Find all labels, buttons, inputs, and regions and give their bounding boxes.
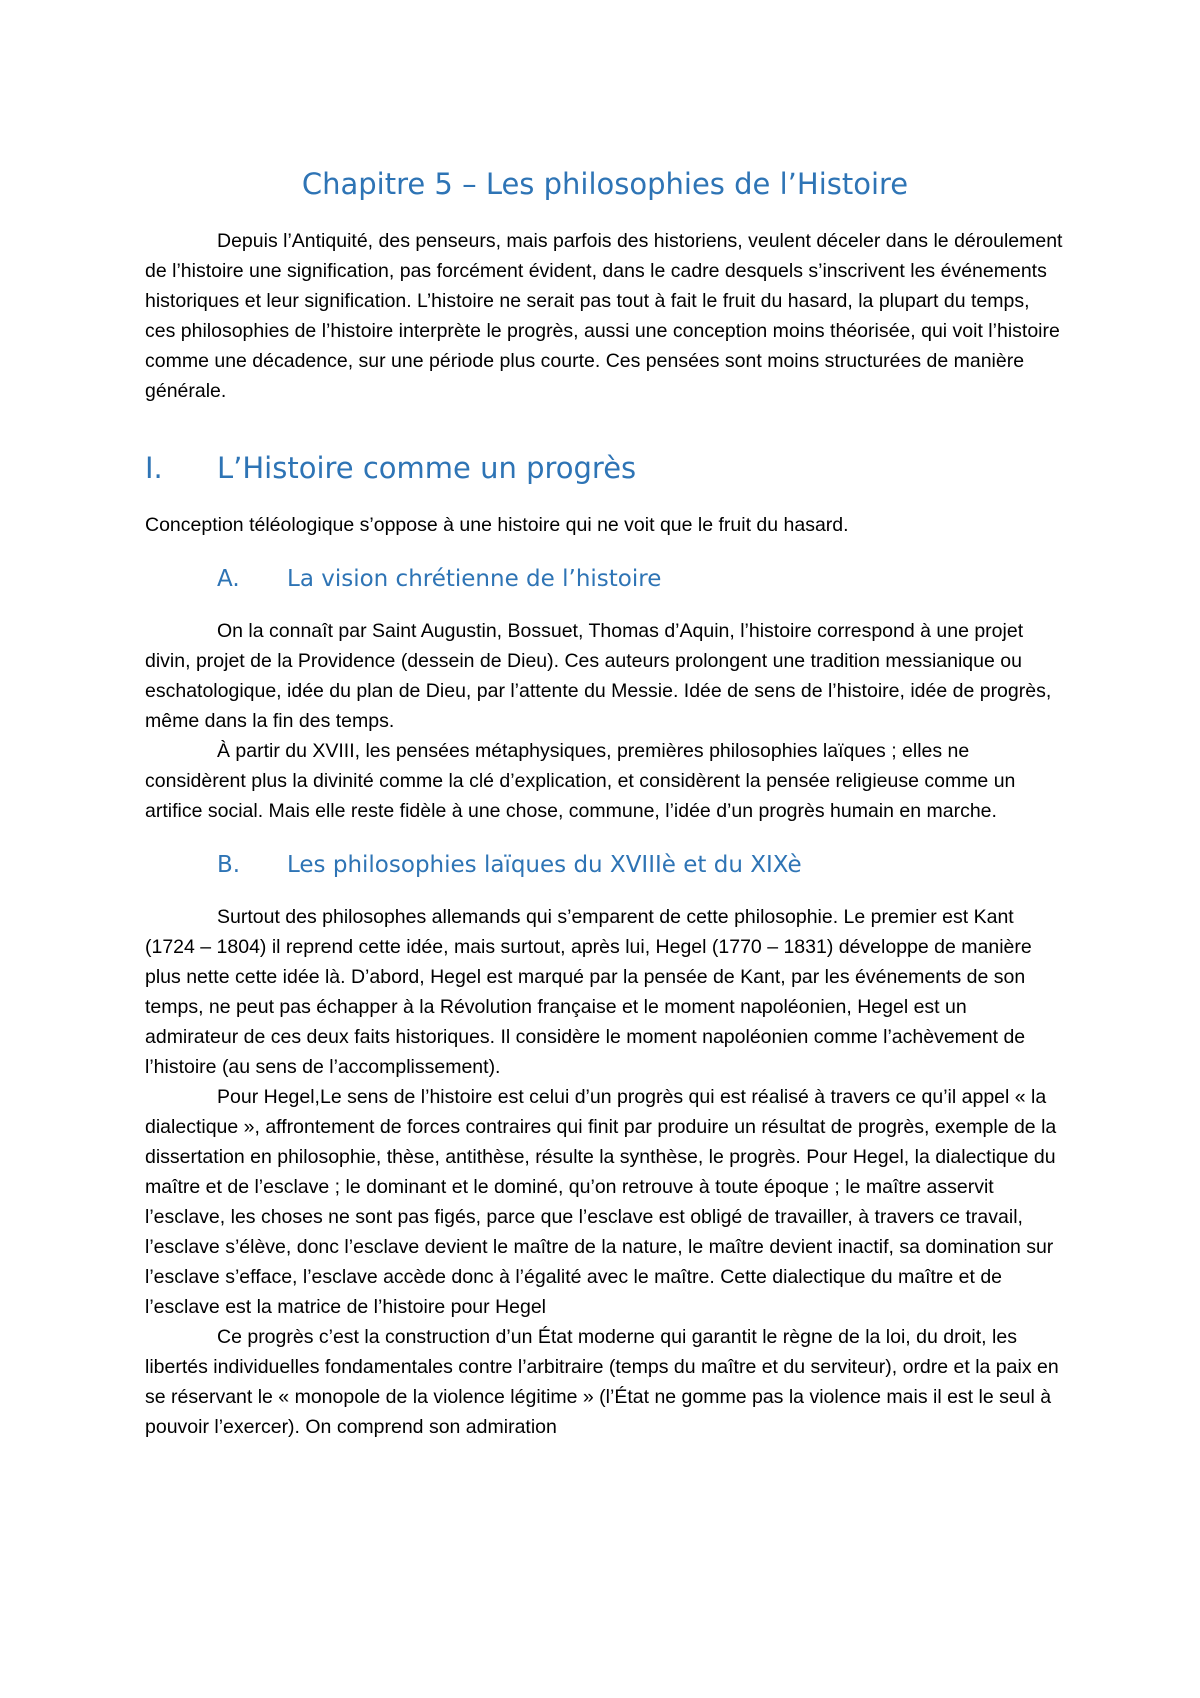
section-1-title: L’Histoire comme un progrès (217, 451, 637, 485)
subsection-b-title: Les philosophies laïques du XVIIIè et du XIXè (287, 852, 802, 878)
subsection-a-paragraph-1: On la connaît par Saint Augustin, Bossuet, Thomas d’Aquin, l’histoire correspond à une projet divin, projet de la Providence (dessein de Dieu). Ces auteurs prolongent une tradition messianique ou eschatologique, idée du plan de Dieu, par l’attente du Messie. Idée de sens de l’histoire, idée de progrès, même dans la fin des temps. (145, 620, 1052, 732)
section-1-number: I. (145, 451, 163, 485)
intro-paragraph: Depuis l’Antiquité, des penseurs, mais parfois des historiens, veulent déceler dans le déroulement de l’histoire une signification, pas forcément évident, dans le cadre desquels s’inscrivent les événements historiques et leur signification. L’histoire ne serait pas tout à fait le fruit du hasard, la plupart du temps, ces philosophies de l’histoire interprète le progrès, aussi une conception moins théorisée, qui voit l’histoire comme une décadence, sur une période plus courte. Ces pensées sont moins structurées de manière générale. (145, 230, 1063, 402)
subsection-b-paragraph-1: Surtout des philosophes allemands qui s’emparent de cette philosophie. Le premier est Kant (1724 – 1804) il reprend cette idée, mais surtout, après lui, Hegel (1770 – 1831) développe de manière plus nette cette idée là. D’abord, Hegel est marqué par la pensée de Kant, par les événements de son temps, ne peut pas échapper à la Révolution française et le moment napoléonien, Hegel est un admirateur de ces deux faits historiques. Il considère le moment napoléonien comme l’achèvement de l’histoire (au sens de l’accomplissement). (145, 906, 1032, 1078)
subsection-a-title: La vision chrétienne de l’histoire (287, 566, 662, 592)
subsection-b-paragraph-3: Ce progrès c’est la construction d’un État moderne qui garantit le règne de la loi, du droit, les libertés individuelles fondamentales contre l’arbitraire (temps du maître et du serviteur), ordre et la paix en se réservant le « monopole de la violence légitime » (l’État ne gomme pas la violence mais il est le seul à pouvoir l’exercer). On comprend son admiration (145, 1326, 1059, 1438)
section-1-lead: Conception téléologique s’oppose à une histoire qui ne voit que le fruit du hasard. (145, 514, 849, 536)
section-1-heading (145, 446, 1065, 490)
chapter-title: Chapitre 5 – Les philosophies de l’Histoire (301, 167, 909, 201)
subsection-b-paragraph-2: Pour Hegel,Le sens de l’histoire est celui d’un progrès qui est réalisé à travers ce qu’il appel « la dialectique », affrontement de forces contraires qui finit par produire un résultat de progrès, exemple de la dissertation en philosophie, thèse, antithèse, résulte la synthèse, le progrès. Pour Hegel, la dialectique du maître et de l’esclave ; le dominant et le dominé, qu’on retrouve à toute époque ; le maître asservit l’esclave, les choses ne sont pas figés, parce que l’esclave est obligé de travailler, à travers ce travail, l’esclave s’élève, donc l’esclave devient le maître de la nature, le maître devient inactif, sa domination sur l’esclave s’efface, l’esclave accède donc à l’égalité avec le maître. Cette dialectique du maître et de l’esclave est la matrice de l’histoire pour Hegel (145, 1086, 1057, 1318)
subsection-a-paragraph-2: À partir du XVIII, les pensées métaphysiques, premières philosophies laïques ; elles ne considèrent plus la divinité comme la clé d’explication, et considèrent la pensée religieuse comme un artifice social. Mais elle reste fidèle à une chose, commune, l’idée d’un progrès humain en marche. (145, 740, 1016, 822)
subsection-a-heading (217, 562, 1065, 596)
document-body (145, 162, 1065, 1442)
subsection-b-heading (217, 848, 1065, 882)
subsection-b-number: B. (217, 852, 241, 878)
subsection-a-number: A. (217, 566, 240, 592)
